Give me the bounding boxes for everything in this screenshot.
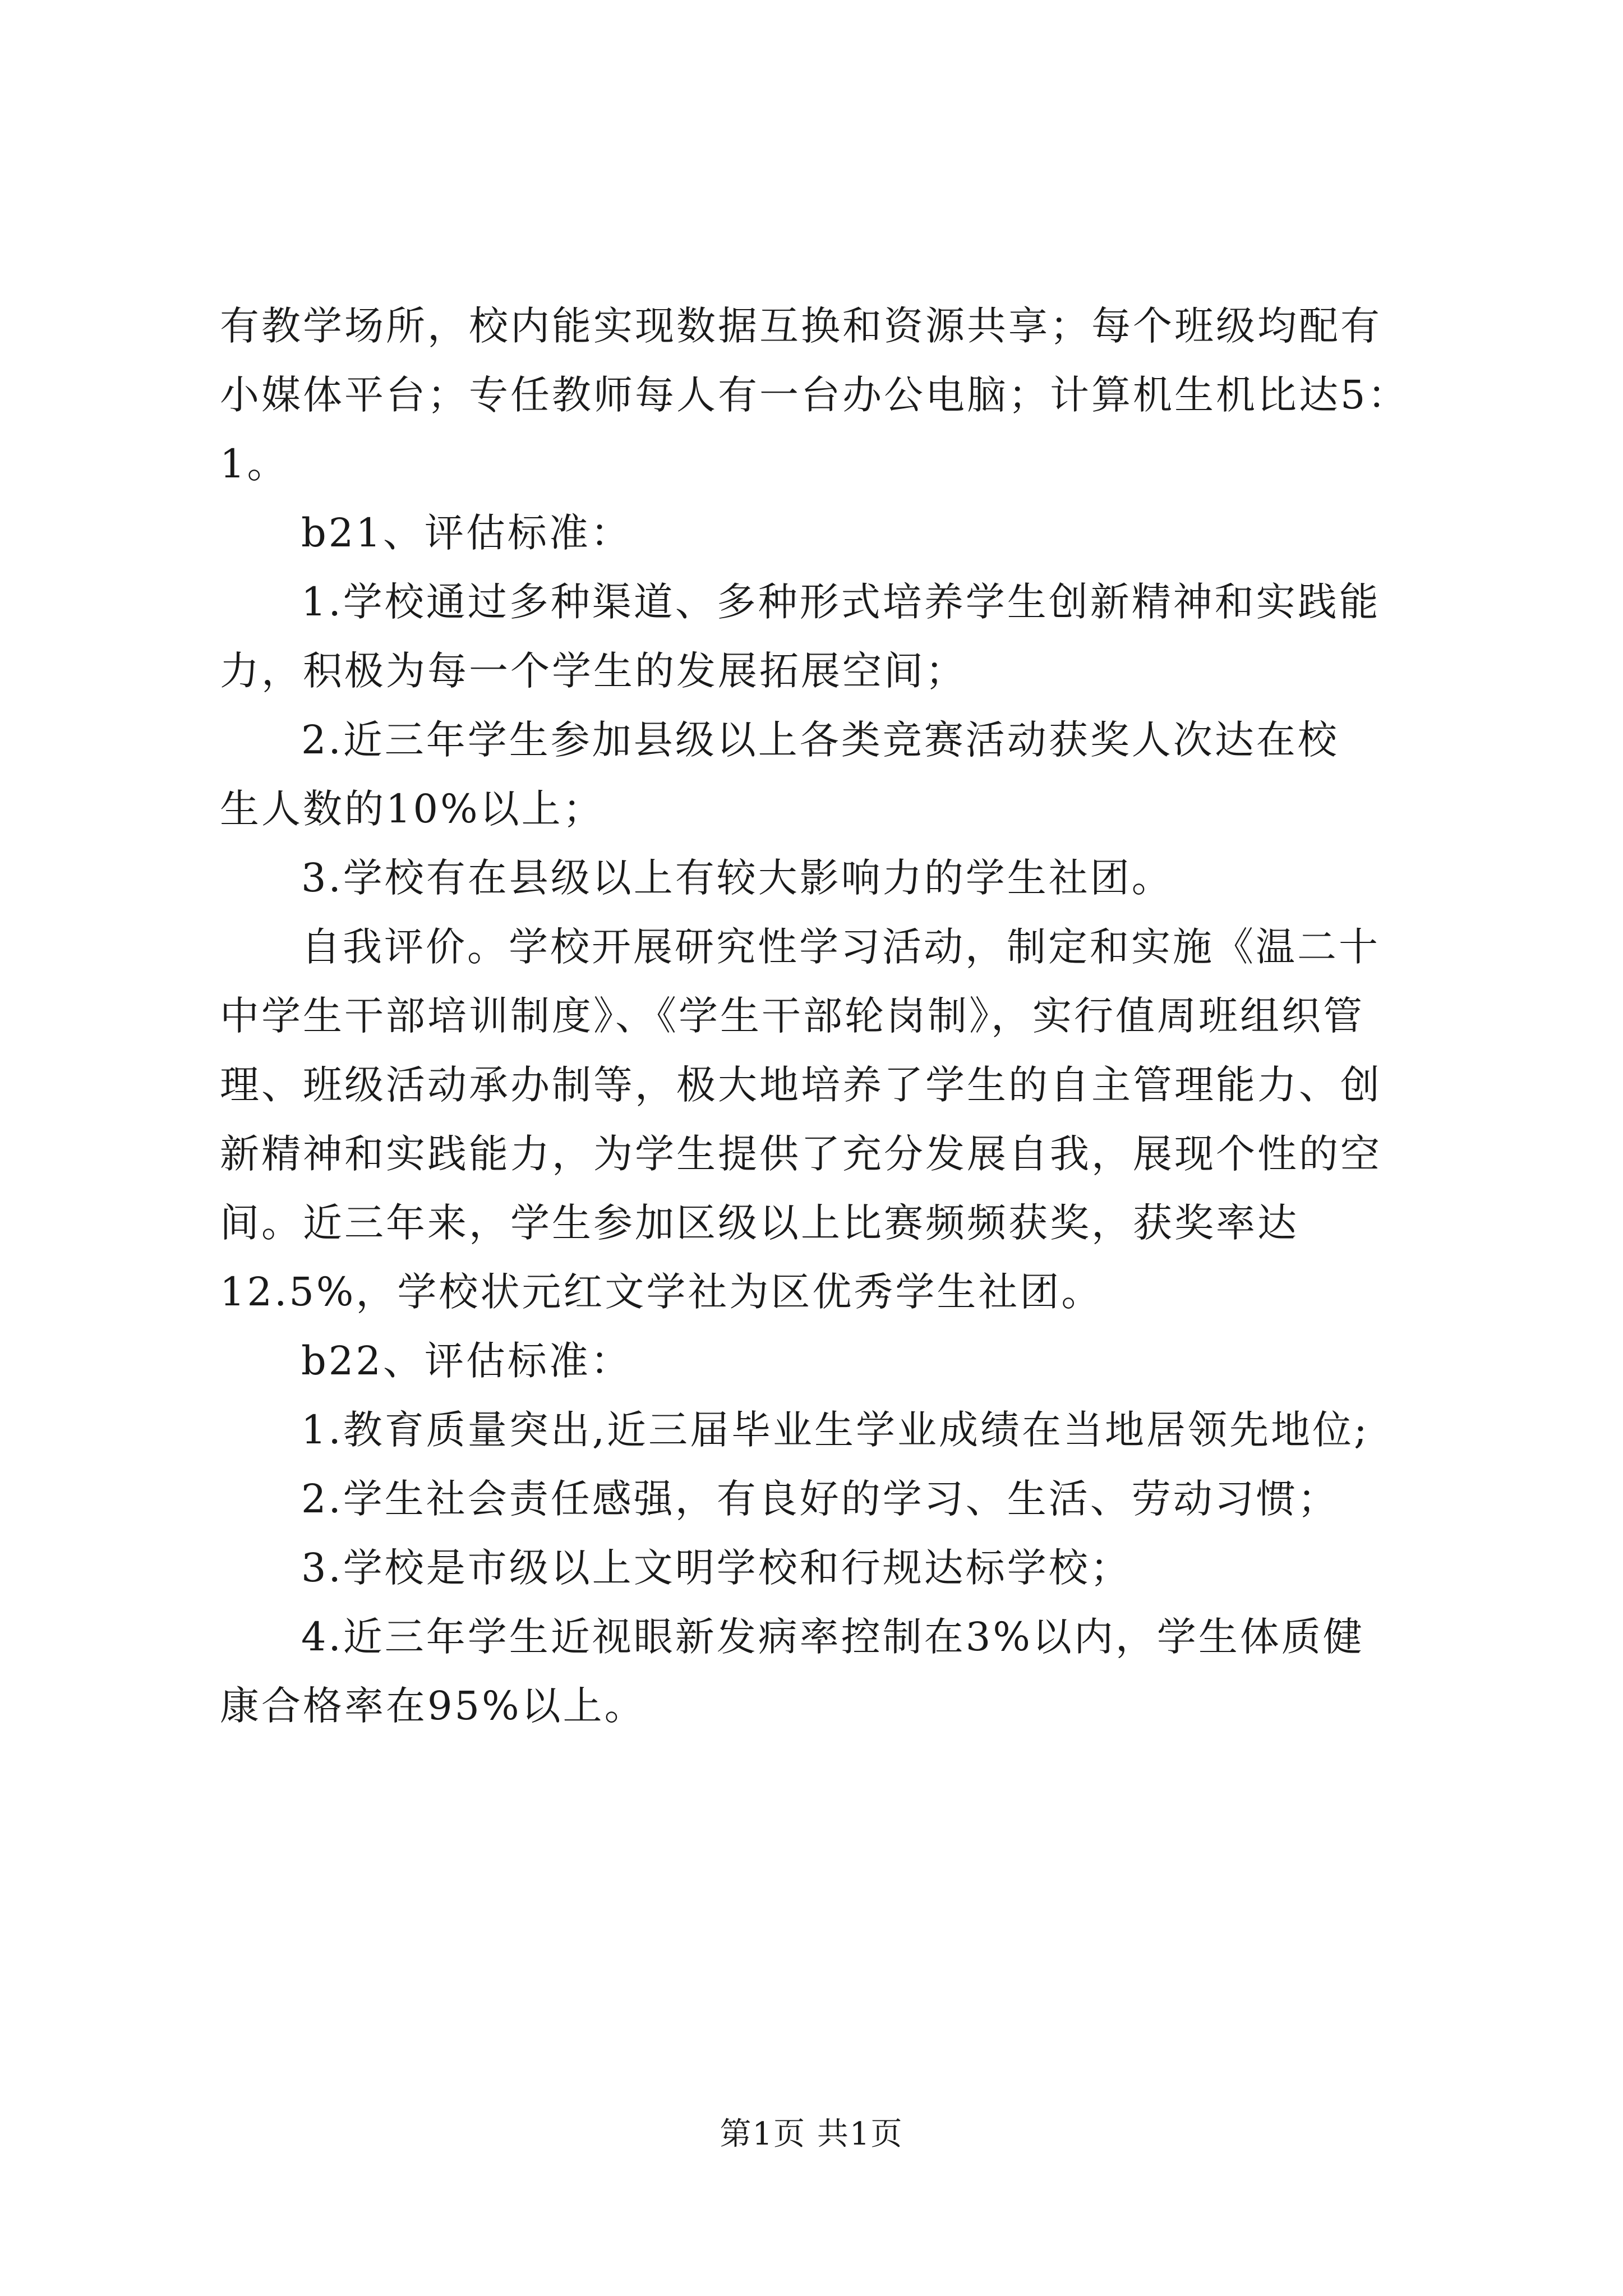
section-heading-b22: b22、评估标准： [301, 1338, 632, 1384]
text-line: 1。 [220, 441, 289, 487]
list-item: 3.学校是市级以上文明学校和行规达标学校； [301, 1545, 1132, 1591]
text-line: 力，积极为每一个学生的发展拓展空间； [220, 648, 967, 694]
list-item: 1.教育质量突出,近三届毕业生学业成绩在当地居领先地位; [301, 1407, 1370, 1453]
section-heading-b21: b21、评估标准： [301, 510, 632, 556]
list-item: 2.近三年学生参加县级以上各类竞赛活动获奖人次达在校 [301, 717, 1339, 763]
self-evaluation-paragraph: 自我评价。学校开展研究性学习活动，制定和实施《温二十 [301, 924, 1380, 970]
text-line: 12.5%，学校状元红文学社为区优秀学生社团。 [220, 1269, 1103, 1315]
text-line: 康合格率在95%以上。 [220, 1683, 646, 1729]
page-footer: 第1页 共1页 [720, 2116, 903, 2152]
text-line: 理、班级活动承办制等，极大地培养了学生的自主管理能力、创 [220, 1062, 1382, 1108]
text-line: 生人数的10%以上； [220, 786, 605, 832]
list-item: 4.近三年学生近视眼新发病率控制在3%以内，学生体质健 [301, 1614, 1364, 1660]
list-item: 1.学校通过多种渠道、多种形式培养学生创新精神和实践能 [301, 579, 1381, 625]
text-line: 小媒体平台；专任教师每人有一台办公电脑；计算机生机比达5： [220, 372, 1409, 418]
text-line: 间。近三年来，学生参加区级以上比赛频频获奖，获奖率达 [220, 1200, 1299, 1246]
text-line: 新精神和实践能力，为学生提供了充分发展自我，展现个性的空 [220, 1131, 1382, 1177]
text-line: 中学生干部培训制度》、《学生干部轮岗制》，实行值周班组织管 [220, 993, 1364, 1039]
list-item: 2.学生社会责任感强，有良好的学习、生活、劳动习惯； [301, 1476, 1339, 1522]
list-item: 3.学校有在县级以上有较大影响力的学生社团。 [301, 855, 1173, 901]
document-body [220, 292, 1420, 1741]
text-line: 有教学场所，校内能实现数据互换和资源共享；每个班级均配有 [220, 303, 1382, 349]
